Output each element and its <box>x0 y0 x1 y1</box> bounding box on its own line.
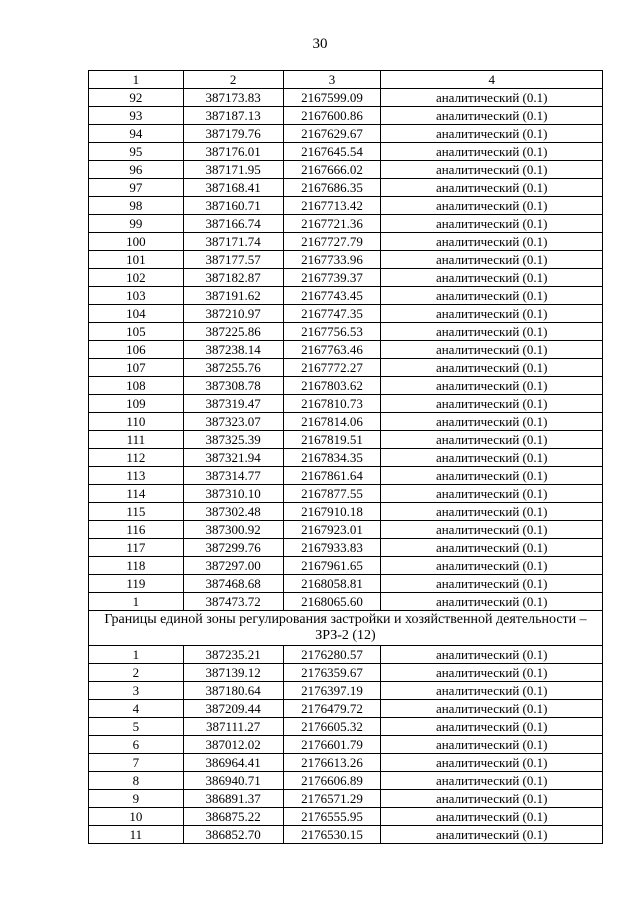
table-cell: 387171.95 <box>183 161 283 179</box>
table-cell: аналитический (0.1) <box>381 575 603 593</box>
table-cell: аналитический (0.1) <box>381 107 603 125</box>
table-cell: 387171.74 <box>183 233 283 251</box>
table-cell: 94 <box>89 125 184 143</box>
table-cell: аналитический (0.1) <box>381 287 603 305</box>
table-cell: 387139.12 <box>183 664 283 682</box>
table-cell: 101 <box>89 251 184 269</box>
table-cell: 106 <box>89 341 184 359</box>
table-row <box>89 503 603 521</box>
table-cell: аналитический (0.1) <box>381 682 603 700</box>
table-cell: 387473.72 <box>183 593 283 611</box>
table-cell: 96 <box>89 161 184 179</box>
table-row <box>89 467 603 485</box>
table-header-row <box>89 71 603 89</box>
table-row <box>89 323 603 341</box>
table-cell: 1 <box>89 646 184 664</box>
table-cell: 2167814.06 <box>283 413 381 431</box>
table-cell: аналитический (0.1) <box>381 646 603 664</box>
table-row <box>89 700 603 718</box>
table-cell: 2167910.18 <box>283 503 381 521</box>
table-row <box>89 125 603 143</box>
table-cell: 387173.83 <box>183 89 283 107</box>
table-cell: аналитический (0.1) <box>381 790 603 808</box>
header-cell: 2 <box>183 71 283 89</box>
table-row <box>89 539 603 557</box>
table-cell: 102 <box>89 269 184 287</box>
table-row <box>89 269 603 287</box>
table-row <box>89 287 603 305</box>
table-cell: 99 <box>89 215 184 233</box>
table-cell: 93 <box>89 107 184 125</box>
coordinates-table <box>88 70 603 844</box>
table-cell: 387187.13 <box>183 107 283 125</box>
section-row <box>89 611 603 646</box>
table-cell: 386852.70 <box>183 826 283 844</box>
table-cell: 2176280.57 <box>283 646 381 664</box>
table-row <box>89 377 603 395</box>
table-cell: 2167739.37 <box>283 269 381 287</box>
table-row <box>89 575 603 593</box>
table-cell: 2167877.55 <box>283 485 381 503</box>
table-cell: 387182.87 <box>183 269 283 287</box>
table-cell: 387235.21 <box>183 646 283 664</box>
table-cell: аналитический (0.1) <box>381 143 603 161</box>
table-cell: 103 <box>89 287 184 305</box>
table-cell: аналитический (0.1) <box>381 826 603 844</box>
table-cell: 387225.86 <box>183 323 283 341</box>
header-cell: 3 <box>283 71 381 89</box>
table-row <box>89 521 603 539</box>
table-cell: 2167713.42 <box>283 197 381 215</box>
table-cell: аналитический (0.1) <box>381 772 603 790</box>
table-row <box>89 557 603 575</box>
table-cell: 2167599.09 <box>283 89 381 107</box>
table-cell: аналитический (0.1) <box>381 197 603 215</box>
table-cell: 387308.78 <box>183 377 283 395</box>
table-cell: 387310.10 <box>183 485 283 503</box>
table-cell: 8 <box>89 772 184 790</box>
table-cell: 98 <box>89 197 184 215</box>
table-cell: 387300.92 <box>183 521 283 539</box>
table-cell: 112 <box>89 449 184 467</box>
table-cell: 387160.71 <box>183 197 283 215</box>
table-cell: 2176397.19 <box>283 682 381 700</box>
table-cell: 2167666.02 <box>283 161 381 179</box>
table-cell: 387238.14 <box>183 341 283 359</box>
table-cell: аналитический (0.1) <box>381 539 603 557</box>
table-cell: 5 <box>89 718 184 736</box>
table-cell: 387325.39 <box>183 431 283 449</box>
table-cell: 2167763.46 <box>283 341 381 359</box>
table-cell: 2167747.35 <box>283 305 381 323</box>
table-cell: 109 <box>89 395 184 413</box>
table-cell: 387209.44 <box>183 700 283 718</box>
table-cell: 387299.76 <box>183 539 283 557</box>
table-cell: 387012.02 <box>183 736 283 754</box>
table-row <box>89 215 603 233</box>
table-row <box>89 359 603 377</box>
table-cell: 387179.76 <box>183 125 283 143</box>
table-cell: 387168.41 <box>183 179 283 197</box>
table-cell: 2167629.67 <box>283 125 381 143</box>
table-cell: 2168058.81 <box>283 575 381 593</box>
table-cell: 113 <box>89 467 184 485</box>
table-cell: 2 <box>89 664 184 682</box>
table-row <box>89 305 603 323</box>
table-cell: аналитический (0.1) <box>381 341 603 359</box>
table-cell: 2176601.79 <box>283 736 381 754</box>
table-cell: 119 <box>89 575 184 593</box>
table-cell: 2167834.35 <box>283 449 381 467</box>
table-cell: 1 <box>89 593 184 611</box>
table-cell: 2167686.35 <box>283 179 381 197</box>
table-cell: 387111.27 <box>183 718 283 736</box>
table-cell: аналитический (0.1) <box>381 269 603 287</box>
table-cell: 115 <box>89 503 184 521</box>
table-cell: аналитический (0.1) <box>381 413 603 431</box>
table-cell: 2167803.62 <box>283 377 381 395</box>
table-cell: 7 <box>89 754 184 772</box>
table-row <box>89 107 603 125</box>
table-cell: 2167645.54 <box>283 143 381 161</box>
table-cell: 110 <box>89 413 184 431</box>
table-cell: аналитический (0.1) <box>381 233 603 251</box>
table-row <box>89 664 603 682</box>
table-cell: 387177.57 <box>183 251 283 269</box>
table-cell: 387314.77 <box>183 467 283 485</box>
table-row <box>89 161 603 179</box>
table-cell: 2176555.95 <box>283 808 381 826</box>
table-cell: 2167733.96 <box>283 251 381 269</box>
table-cell: 11 <box>89 826 184 844</box>
table-cell: аналитический (0.1) <box>381 305 603 323</box>
table-cell: аналитический (0.1) <box>381 485 603 503</box>
table-cell: 386940.71 <box>183 772 283 790</box>
table-cell: 387166.74 <box>183 215 283 233</box>
table-cell: 2167756.53 <box>283 323 381 341</box>
table-cell: 387321.94 <box>183 449 283 467</box>
table-row <box>89 251 603 269</box>
table-cell: аналитический (0.1) <box>381 521 603 539</box>
table-cell: аналитический (0.1) <box>381 557 603 575</box>
table-cell: 105 <box>89 323 184 341</box>
table-cell: аналитический (0.1) <box>381 503 603 521</box>
table-cell: аналитический (0.1) <box>381 251 603 269</box>
table-cell: аналитический (0.1) <box>381 431 603 449</box>
table-cell: 92 <box>89 89 184 107</box>
table-row <box>89 808 603 826</box>
table-cell: 386891.37 <box>183 790 283 808</box>
table-cell: 2168065.60 <box>283 593 381 611</box>
table-row <box>89 143 603 161</box>
table-cell: 2167861.64 <box>283 467 381 485</box>
table-row <box>89 395 603 413</box>
table-cell: 114 <box>89 485 184 503</box>
table-cell: 2176479.72 <box>283 700 381 718</box>
table-cell: аналитический (0.1) <box>381 718 603 736</box>
table-cell: 2167743.45 <box>283 287 381 305</box>
table-cell: аналитический (0.1) <box>381 449 603 467</box>
table-cell: 107 <box>89 359 184 377</box>
table-cell: 2167933.83 <box>283 539 381 557</box>
table-row <box>89 593 603 611</box>
table-row <box>89 89 603 107</box>
table-cell: 2167727.79 <box>283 233 381 251</box>
table-cell: 6 <box>89 736 184 754</box>
page-number: 30 <box>312 36 328 52</box>
table-cell: аналитический (0.1) <box>381 700 603 718</box>
table-cell: аналитический (0.1) <box>381 323 603 341</box>
table-cell: 3 <box>89 682 184 700</box>
section-title: Границы единой зоны регулирования застройки и хозяйственной деятельности – ЗРЗ-2 (12) <box>89 611 603 646</box>
table-row <box>89 485 603 503</box>
table-cell: аналитический (0.1) <box>381 377 603 395</box>
table-cell: 104 <box>89 305 184 323</box>
table-cell: аналитический (0.1) <box>381 179 603 197</box>
table-cell: 387468.68 <box>183 575 283 593</box>
header-cell: 4 <box>381 71 603 89</box>
table-cell: аналитический (0.1) <box>381 125 603 143</box>
table-cell: 386875.22 <box>183 808 283 826</box>
table-cell: аналитический (0.1) <box>381 808 603 826</box>
table-row <box>89 197 603 215</box>
table-row <box>89 718 603 736</box>
table-row <box>89 826 603 844</box>
table-row <box>89 341 603 359</box>
table-cell: 387255.76 <box>183 359 283 377</box>
table-row <box>89 646 603 664</box>
table-cell: 4 <box>89 700 184 718</box>
table-cell: 100 <box>89 233 184 251</box>
table-cell: аналитический (0.1) <box>381 754 603 772</box>
table-cell: 387191.62 <box>183 287 283 305</box>
table-cell: аналитический (0.1) <box>381 89 603 107</box>
table-cell: 111 <box>89 431 184 449</box>
table-cell: аналитический (0.1) <box>381 215 603 233</box>
header-cell: 1 <box>89 71 184 89</box>
table-cell: 2167721.36 <box>283 215 381 233</box>
table-cell: аналитический (0.1) <box>381 467 603 485</box>
table-cell: 116 <box>89 521 184 539</box>
table-cell: 117 <box>89 539 184 557</box>
table-cell: аналитический (0.1) <box>381 359 603 377</box>
table-cell: 95 <box>89 143 184 161</box>
table-row <box>89 754 603 772</box>
coordinates-table-body <box>89 71 603 844</box>
table-cell: 2167961.65 <box>283 557 381 575</box>
table-cell: 2176530.15 <box>283 826 381 844</box>
table-cell: 2176606.89 <box>283 772 381 790</box>
table-cell: 2176613.26 <box>283 754 381 772</box>
table-cell: 387176.01 <box>183 143 283 161</box>
table-row <box>89 431 603 449</box>
table-cell: 2167810.73 <box>283 395 381 413</box>
table-cell: 97 <box>89 179 184 197</box>
table-cell: аналитический (0.1) <box>381 161 603 179</box>
table-row <box>89 682 603 700</box>
table-cell: 387319.47 <box>183 395 283 413</box>
table-cell: 2167600.86 <box>283 107 381 125</box>
table-row <box>89 449 603 467</box>
table-row <box>89 790 603 808</box>
table-row <box>89 772 603 790</box>
table-cell: 2167923.01 <box>283 521 381 539</box>
table-cell: 2176571.29 <box>283 790 381 808</box>
table-row <box>89 413 603 431</box>
table-cell: 387180.64 <box>183 682 283 700</box>
table-cell: 9 <box>89 790 184 808</box>
table-cell: 2176605.32 <box>283 718 381 736</box>
table-cell: 2167819.51 <box>283 431 381 449</box>
table-cell: аналитический (0.1) <box>381 395 603 413</box>
table-cell: 387297.00 <box>183 557 283 575</box>
table-cell: 2167772.27 <box>283 359 381 377</box>
table-row <box>89 736 603 754</box>
table-cell: 387323.07 <box>183 413 283 431</box>
table-cell: 118 <box>89 557 184 575</box>
table-cell: 108 <box>89 377 184 395</box>
table-cell: 387210.97 <box>183 305 283 323</box>
table-cell: 387302.48 <box>183 503 283 521</box>
table-cell: аналитический (0.1) <box>381 736 603 754</box>
table-cell: 10 <box>89 808 184 826</box>
table-cell: аналитический (0.1) <box>381 593 603 611</box>
table-row <box>89 233 603 251</box>
table-cell: аналитический (0.1) <box>381 664 603 682</box>
table-cell: 2176359.67 <box>283 664 381 682</box>
table-row <box>89 179 603 197</box>
table-cell: 386964.41 <box>183 754 283 772</box>
